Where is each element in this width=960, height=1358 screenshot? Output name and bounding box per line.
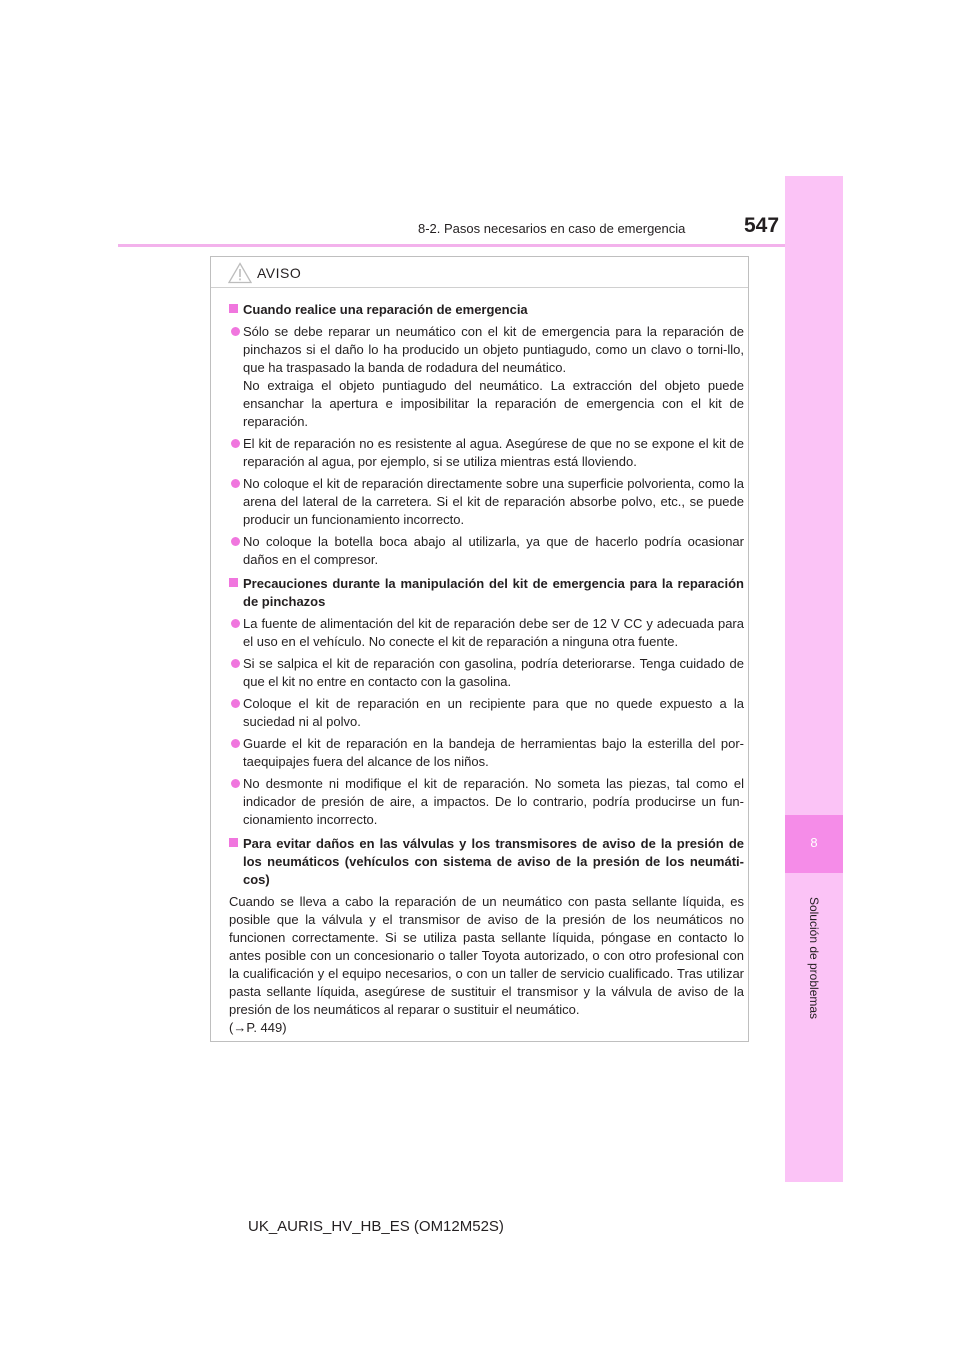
section-title [229, 835, 744, 889]
item-text: Coloque el kit de reparación en un recipiente para que no quede expuesto a la suciedad ni al polvo. [243, 696, 744, 729]
chapter-title-tab [785, 878, 843, 1038]
square-bullet-icon [229, 578, 238, 587]
section-header: 8-2. Pasos necesarios en caso de emergencia [418, 221, 686, 236]
item-text: Si se salpica el kit de reparación con gasolina, podría deteriorarse. Tenga cuidado de que el kit no entre en contacto con la gasolina. [243, 656, 744, 689]
list-item [229, 735, 744, 771]
section-title-text: Cuando realice una reparación de emergencia [243, 302, 528, 317]
square-bullet-icon [229, 304, 238, 313]
header-divider [118, 244, 785, 247]
warning-section [229, 575, 744, 829]
item-text: No coloque el kit de reparación directamente sobre una superficie polvorienta, como la arena del lateral de la carretera. Si el kit de reparación absorbe polvo, etc., se puede producir un funcionamiento incorrecto. [243, 476, 744, 527]
list-item [229, 775, 744, 829]
warning-title: AVISO [257, 265, 302, 281]
list-item [229, 323, 744, 431]
chapter-title: Solución de problemas [807, 896, 821, 1020]
chapter-number-tab [785, 815, 843, 873]
item-text: Sólo se debe reparar un neumático con el kit de emergencia para la reparación de pinchazos si el daño lo ha producido un objeto puntiagudo, como un clavo o torni-llo, que ha traspasado la banda de rodadura del neumático. [243, 324, 744, 375]
item-text: No extraiga el objeto puntiagudo del neumático. La extracción del objeto puede ensanchar la apertura e imposibilitar la reparación de emergencia con el kit de reparación. [243, 378, 744, 429]
round-bullet-icon [231, 327, 240, 336]
list-item [229, 435, 744, 471]
section-title-text: Precauciones durante la manipulación del kit de emergencia para la reparación de pinchazos [243, 576, 744, 609]
round-bullet-icon [231, 619, 240, 628]
warning-box [210, 256, 749, 1042]
list-item [229, 615, 744, 651]
item-text: No coloque la botella boca abajo al utilizarla, ya que de hacerlo podría ocasionar daños en el compresor. [243, 534, 744, 567]
section-paragraph [229, 893, 744, 1037]
round-bullet-icon [231, 439, 240, 448]
section-title [229, 301, 744, 319]
round-bullet-icon [231, 779, 240, 788]
warning-header [211, 257, 748, 288]
list-item [229, 475, 744, 529]
item-text: No desmonte ni modifique el kit de reparación. No someta las piezas, tal como el indicador de presión de aire, a impactos. De lo contrario, podría producirse un fun-cionamiento incorrecto. [243, 776, 744, 827]
page-reference: (→P. 449) [229, 1020, 287, 1035]
item-text: El kit de reparación no es resistente al agua. Asegúrese de que no se expone el kit de reparación al agua, por ejemplo, si se utiliza mientras está lloviendo. [243, 436, 744, 469]
warning-section [229, 301, 744, 569]
list-item [229, 695, 744, 731]
warning-section [229, 835, 744, 1037]
list-item [229, 533, 744, 569]
warning-body [229, 301, 744, 1043]
section-title [229, 575, 744, 611]
square-bullet-icon [229, 838, 238, 847]
item-text: Guarde el kit de reparación en la bandeja de herramientas bajo la esterilla del por-taequipajes fuera del alcance de los niños. [243, 736, 744, 769]
document-code: UK_AURIS_HV_HB_ES (OM12M52S) [248, 1218, 504, 1235]
page-number: 547 [744, 214, 780, 237]
round-bullet-icon [231, 479, 240, 488]
round-bullet-icon [231, 659, 240, 668]
round-bullet-icon [231, 699, 240, 708]
paragraph-text: Cuando se lleva a cabo la reparación de un neumático con pasta sellante líquida, es posible que la válvula y el transmisor de aviso de la presión de los neumáticos no funcionen correctamente. Si se utiliza pasta sellante líquida, póngase en contacto lo antes posible con un concesionario o taller Toyota autorizado, o con otro profesional con la cualificación y el equipo necesarios, o con un taller de servicio cualificado. Tras utilizar pasta sellante líquida, asegúrese de sustituir el transmisor y la válvula de aviso de la presión de los neumáticos al reparar o sustituir el neumático. [229, 894, 744, 1017]
chapter-number: 8 [810, 835, 818, 850]
item-text: La fuente de alimentación del kit de reparación debe ser de 12 V CC y adecuada para el uso en el vehículo. No conecte el kit de reparación a ninguna otra fuente. [243, 616, 744, 649]
round-bullet-icon [231, 537, 240, 546]
section-title-text: Para evitar daños en las válvulas y los transmisores de aviso de la presión de los neumáticos (vehículos con sistema de aviso de la presión de los neumáti-cos) [243, 836, 744, 887]
list-item [229, 655, 744, 691]
warning-triangle-icon [228, 262, 252, 284]
round-bullet-icon [231, 739, 240, 748]
